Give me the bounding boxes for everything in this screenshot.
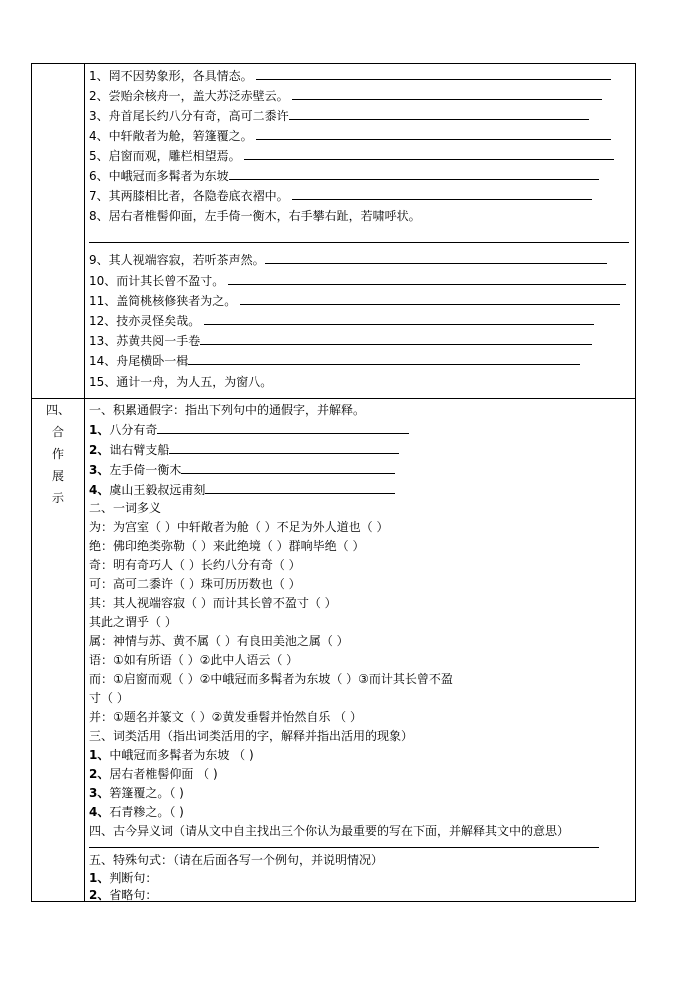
answer-blank[interactable] <box>200 332 592 345</box>
answer-blank[interactable] <box>169 441 399 454</box>
item-text: 左手倚一衡木 <box>109 463 182 477</box>
part1-item <box>89 441 399 458</box>
heading-text: 一、积累通假字：指出下列句中的通假字，并解释。 <box>89 403 366 417</box>
sentence-row <box>89 147 614 164</box>
answer-blank[interactable] <box>240 292 620 305</box>
sentence-row <box>89 312 594 329</box>
line-text: 并：①题名并篆文（ ）②黄发垂髫并怡然自乐 （ ） <box>89 710 362 724</box>
answer-blank[interactable] <box>229 167 599 180</box>
sentence-row <box>89 352 580 369</box>
answer-blank[interactable] <box>256 127 611 140</box>
item-text: 诎右臂支船 <box>109 443 170 457</box>
item-number: 3、 <box>89 463 110 477</box>
part2-heading <box>89 500 161 516</box>
line-text: 寸（ ） <box>89 691 129 705</box>
section-label-char: 作 <box>51 447 64 461</box>
answer-blank[interactable] <box>289 107 589 120</box>
sentence-text: 8、居右者椎髻仰面，左手倚一衡木，右手攀右趾，若啸呼状。 <box>89 209 421 223</box>
sentence-row <box>89 107 589 124</box>
section-label-char: 四、 <box>45 403 70 417</box>
section-label-char: 合 <box>51 425 64 439</box>
line-text: 其：其人视端容寂（ ）而计其长曾不盈寸（ ） <box>89 596 337 610</box>
answer-blank[interactable] <box>188 352 580 365</box>
sentence-text: 13、苏黄共阅一手卷 <box>89 334 201 348</box>
sentence-row <box>89 251 607 268</box>
heading-text: 四、古今异义词（请从文中自主找出三个你认为最重要的写在下面，并解释其文中的意思） <box>89 824 570 838</box>
answer-blank[interactable] <box>181 461 395 474</box>
sentence-text: 11、盖简桃核修狭者为之。 <box>89 294 237 308</box>
line-text: 可：高可二黍许（ ）珠可历历数也（ ） <box>89 577 301 591</box>
part2-line <box>89 671 453 687</box>
answer-blank[interactable] <box>292 187 592 200</box>
part2-line <box>89 633 349 649</box>
answer-blank[interactable] <box>157 421 409 434</box>
sentence-row <box>89 272 626 289</box>
part1-item <box>89 461 395 478</box>
part5-heading <box>89 852 383 868</box>
part5-item <box>89 887 157 903</box>
item-text: 中峨冠而多髯者为东坡 （ ) <box>109 748 254 762</box>
item-number: 2、 <box>89 443 110 457</box>
part1-item <box>89 481 395 498</box>
line-text: 绝：佛印绝类弥勒（ ）来此绝境（ ）群响毕绝（ ） <box>89 539 365 553</box>
sentence-row <box>89 332 592 349</box>
item-number: 2、 <box>89 888 110 902</box>
item-text: 石青糁之。（ ) <box>109 805 184 819</box>
answer-line[interactable] <box>89 242 629 243</box>
part1-heading <box>89 402 365 418</box>
item-number: 4、 <box>89 805 110 819</box>
answer-blank[interactable] <box>256 67 611 80</box>
sentence-row <box>89 187 592 204</box>
section-label-char: 展 <box>51 469 64 483</box>
sentence-row <box>89 127 611 144</box>
line-text: 其此之谓乎（ ） <box>89 615 177 629</box>
heading-text: 五、特殊句式：（请在后面各写一个例句，并说明情况） <box>89 853 384 867</box>
item-text: 判断句： <box>109 871 158 885</box>
part1-item <box>89 421 409 438</box>
sentence-text: 6、中峨冠而多髯者为东坡 <box>89 169 229 183</box>
part3-item <box>89 804 184 820</box>
line-text: 而：①启窗而观（ ）②中峨冠而多髯者为东坡（ ）③而计其长曾不盈 <box>89 672 453 686</box>
section-label-char: 示 <box>51 491 64 505</box>
sentence-text: 1、罔不因势象形，各具情态。 <box>89 69 253 83</box>
part5-item <box>89 870 157 886</box>
sentence-text: 15、通计一舟，为人五，为窗八。 <box>89 375 273 389</box>
item-number: 1、 <box>89 871 110 885</box>
row-divider <box>32 398 635 399</box>
part3-item <box>89 766 218 782</box>
part3-heading <box>89 728 413 744</box>
line-text: 语：①如有所语（ ）②此中人语云（ ） <box>89 653 299 667</box>
part2-line <box>89 690 129 706</box>
item-text: 箬篷覆之。（ ) <box>109 786 184 800</box>
part2-line <box>89 538 364 554</box>
sentence-text: 14、舟尾横卧一楫 <box>89 354 189 368</box>
sentence-row <box>89 208 421 224</box>
section-label-four <box>32 399 84 509</box>
item-number: 2、 <box>89 767 110 781</box>
item-text: 八分有奇 <box>109 423 158 437</box>
sentence-row <box>89 374 272 390</box>
item-text: 省略句： <box>109 888 158 902</box>
part3-item <box>89 785 184 801</box>
line-text: 属：神情与苏、黄不属（ ）有良田美池之属（ ） <box>89 634 349 648</box>
part4-heading <box>89 823 569 839</box>
part2-line <box>89 557 301 573</box>
part2-line <box>89 614 177 630</box>
sentence-text: 7、其两膝相比者，各隐卷底衣褶中。 <box>89 189 289 203</box>
part2-line <box>89 709 362 725</box>
sentence-row <box>89 292 620 309</box>
line-text: 奇：明有奇巧人（ ）长约八分有奇（ ） <box>89 558 301 572</box>
heading-text: 三、词类活用（指出词类活用的字，解释并指出活用的现象） <box>89 729 414 743</box>
part2-line <box>89 576 301 592</box>
item-number: 1、 <box>89 748 110 762</box>
part2-line <box>89 652 298 668</box>
part2-line <box>89 595 337 611</box>
sentence-text: 2、尝贻余核舟一，盖大苏泛赤壁云。 <box>89 89 289 103</box>
answer-blank[interactable] <box>205 481 395 494</box>
answer-line[interactable] <box>89 847 599 848</box>
item-number: 1、 <box>89 423 110 437</box>
sentence-text: 9、其人视端容寂，若听茶声然。 <box>89 253 265 267</box>
sentence-text: 12、技亦灵怪矣哉。 <box>89 314 201 328</box>
column-divider <box>84 64 85 901</box>
answer-blank[interactable] <box>228 272 626 285</box>
answer-blank[interactable] <box>265 251 607 264</box>
item-number: 4、 <box>89 483 110 497</box>
sentence-text: 5、启窗而观，雕栏相望焉。 <box>89 149 241 163</box>
sentence-text: 4、中轩敞者为舱，箬篷覆之。 <box>89 129 253 143</box>
answer-blank[interactable] <box>292 87 602 100</box>
sentence-row <box>89 167 599 184</box>
sentence-row <box>89 67 611 84</box>
answer-blank[interactable] <box>204 312 594 325</box>
answer-blank[interactable] <box>244 147 614 160</box>
heading-text: 二、一词多义 <box>89 501 162 515</box>
item-text: 虞山王毅叔远甫刻 <box>109 483 206 497</box>
sentence-text: 3、舟首尾长约八分有奇，高可二黍许 <box>89 109 289 123</box>
part3-item <box>89 747 254 763</box>
worksheet-table <box>31 63 636 902</box>
sentence-text: 10、而计其长曾不盈寸。 <box>89 274 225 288</box>
item-text: 居右者椎髻仰面 （ ) <box>109 767 218 781</box>
item-number: 3、 <box>89 786 110 800</box>
line-text: 为：为宫室（ ）中轩敞者为舱（ ）不足为外人道也（ ） <box>89 520 389 534</box>
part2-line <box>89 519 388 535</box>
sentence-row <box>89 87 602 104</box>
